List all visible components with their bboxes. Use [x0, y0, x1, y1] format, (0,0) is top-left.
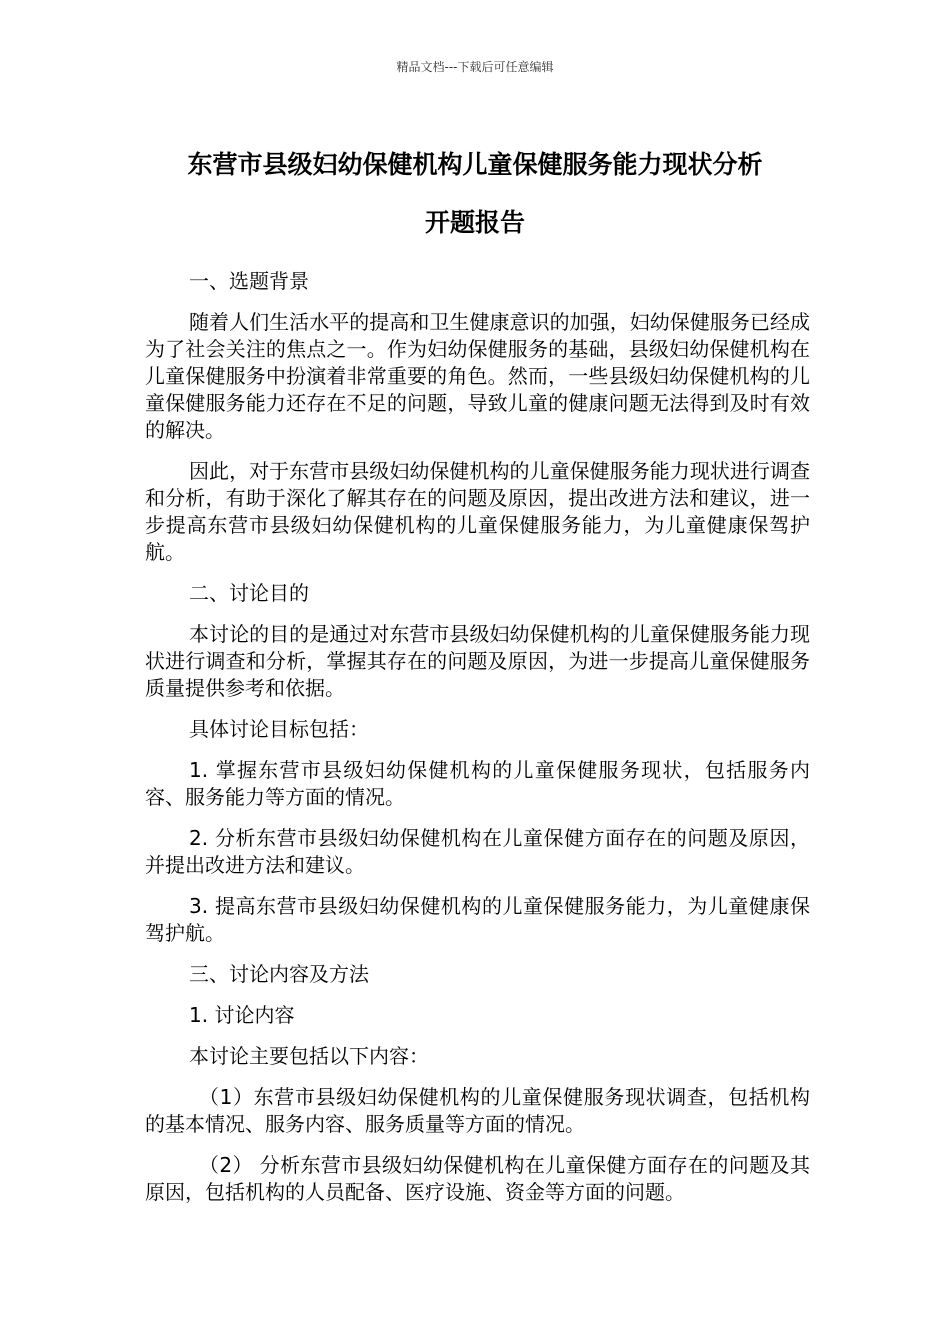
paragraph-content-intro: 本讨论主要包括以下内容：: [189, 1044, 429, 1068]
goal-item-1: 1. 掌握东营市县级妇幼保健机构的儿童保健服务现状，包括服务内容、服务能力等方面的情况。: [145, 758, 810, 809]
section-heading-background: 一、选题背景: [189, 269, 309, 293]
goal-item-2: 2. 分析东营市县级妇幼保健机构在儿童保健方面存在的问题及原因，并提出改进方法和建议。: [145, 826, 810, 877]
subsection-heading-content: 1. 讨论内容: [189, 1003, 295, 1027]
paragraph-purpose: 本讨论的目的是通过对东营市县级妇幼保健机构的儿童保健服务能力现状进行调查和分析，掌握其存在的问题及原因，为进一步提高儿童保健服务质量提供参考和依据。: [145, 622, 810, 700]
paragraph-background-2: 因此，对于东营市县级妇幼保健机构的儿童保健服务能力现状进行调查和分析，有助于深化了解其存在的问题及原因，提出改进方法和建议，进一步提高东营市县级妇幼保健机构的儿童保健服务能力，为儿童健康保驾护航。: [145, 459, 810, 564]
paragraph-background-1: 随着人们生活水平的提高和卫生健康意识的加强，妇幼保健服务已经成为了社会关注的焦点之一。作为妇幼保健服务的基础，县级妇幼保健机构在儿童保健服务中扮演着非常重要的角色。然而，一些县级妇幼保健机构的儿童保健服务能力还存在不足的问题，导致儿童的健康问题无法得到及时有效的解决。: [145, 310, 810, 442]
paragraph-goals-intro: 具体讨论目标包括：: [189, 717, 369, 741]
content-item-1: （1）东营市县级妇幼保健机构的儿童保健服务现状调查，包括机构的基本情况、服务内容、服务质量等方面的情况。: [145, 1085, 810, 1136]
section-heading-purpose: 二、讨论目的: [189, 581, 309, 605]
goal-item-3: 3. 提高东营市县级妇幼保健机构的儿童保健服务能力，为儿童健康保驾护航。: [145, 894, 810, 945]
header-note: 精品文档---下载后可任意编辑: [396, 60, 554, 74]
document-body: [145, 268, 810, 1220]
document-title: [100, 136, 850, 252]
section-heading-content-method: 三、讨论内容及方法: [189, 962, 369, 986]
title-line-2: 开题报告: [424, 208, 525, 237]
title-line-1: 东营市县级妇幼保健机构儿童保健服务能力现状分析: [187, 150, 763, 179]
content-item-2: （2） 分析东营市县级妇幼保健机构在儿童保健方面存在的问题及其原因，包括机构的人员配备、医疗设施、资金等方面的问题。: [145, 1153, 810, 1204]
